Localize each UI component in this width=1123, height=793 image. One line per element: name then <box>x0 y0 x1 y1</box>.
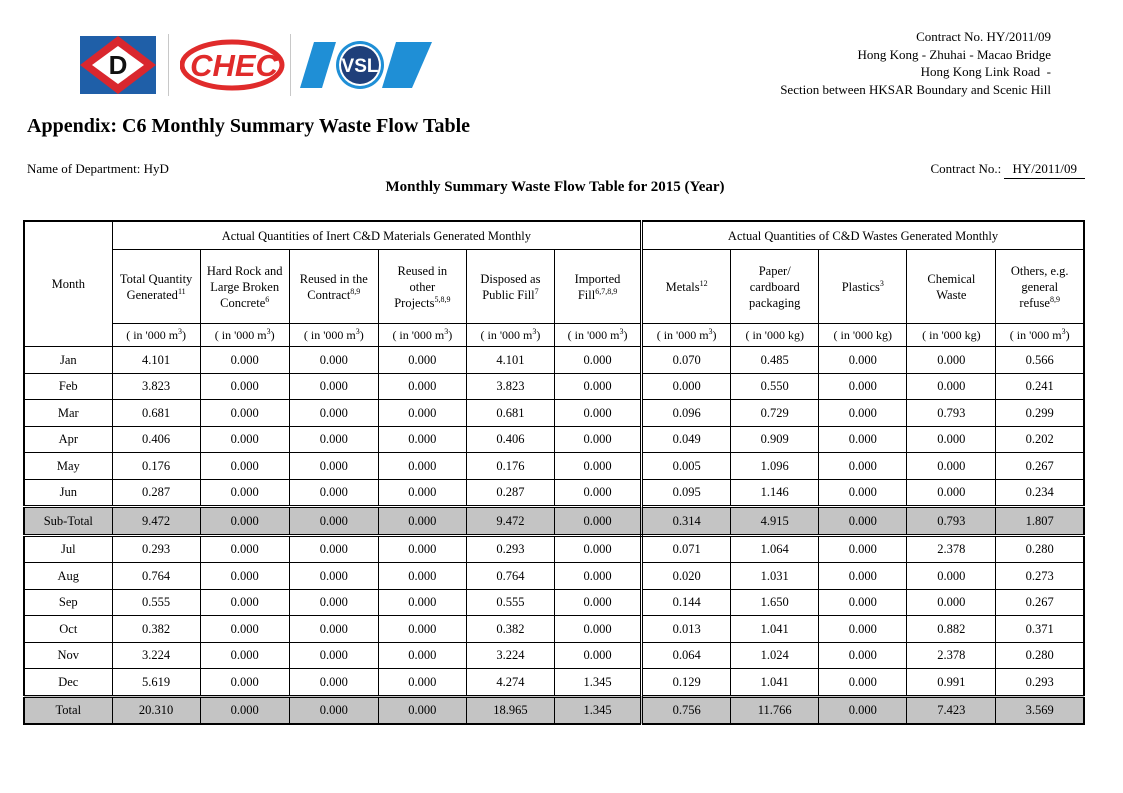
month-cell: Oct <box>24 616 112 643</box>
value-cell: 0.176 <box>466 453 554 480</box>
value-cell: 0.882 <box>907 616 996 643</box>
value-cell: 0.000 <box>554 373 641 400</box>
value-cell: 0.000 <box>554 453 641 480</box>
chec-logo <box>180 34 288 96</box>
month-cell: Apr <box>24 426 112 453</box>
table-row <box>24 563 1084 590</box>
value-cell: 1.345 <box>554 669 641 697</box>
value-cell: 0.566 <box>996 347 1084 374</box>
value-cell: 0.000 <box>907 589 996 616</box>
month-cell: Nov <box>24 642 112 669</box>
value-cell: 0.293 <box>996 669 1084 697</box>
logo-divider <box>168 34 169 96</box>
value-cell: 0.299 <box>996 400 1084 427</box>
value-cell: 0.000 <box>907 453 996 480</box>
value-cell: 1.064 <box>731 535 819 563</box>
value-cell: 9.472 <box>466 507 554 536</box>
value-cell: 0.000 <box>289 347 378 374</box>
value-cell: 0.000 <box>200 563 289 590</box>
col-reused-contract: Reused in the Contract$^{8,9}$ <box>289 250 378 324</box>
value-cell: 0.000 <box>378 616 466 643</box>
value-cell: 0.000 <box>642 373 731 400</box>
value-cell: 0.000 <box>819 479 907 507</box>
value-cell: 0.000 <box>378 589 466 616</box>
col-others-general-refuse: Others, e.g. general refuse$^{8,9}$ <box>996 250 1084 324</box>
value-cell: 0.049 <box>642 426 731 453</box>
unit-m3: ( in '000 $m^3$) <box>112 324 200 347</box>
value-cell: 0.000 <box>378 535 466 563</box>
project-line-1: Hong Kong - Zhuhai - Macao Bridge <box>857 46 1051 62</box>
value-cell: 0.144 <box>642 589 731 616</box>
value-cell: 0.000 <box>378 479 466 507</box>
value-cell: 1.024 <box>731 642 819 669</box>
value-cell: 3.823 <box>112 373 200 400</box>
value-cell: 0.000 <box>200 479 289 507</box>
unit-m3: ( in '000 $m^3$) <box>642 324 731 347</box>
value-cell: 0.000 <box>378 347 466 374</box>
value-cell: 0.000 <box>554 347 641 374</box>
value-cell: 0.000 <box>289 453 378 480</box>
unit-m3: ( in '000 $m^3$) <box>466 324 554 347</box>
value-cell: 0.000 <box>554 642 641 669</box>
value-cell: 0.681 <box>112 400 200 427</box>
value-cell: 0.000 <box>907 563 996 590</box>
col-paper-cardboard: Paper/ cardboard packaging <box>731 250 819 324</box>
value-cell: 0.000 <box>289 479 378 507</box>
value-cell: 0.241 <box>996 373 1084 400</box>
value-cell: 0.000 <box>200 642 289 669</box>
value-cell: 0.013 <box>642 616 731 643</box>
project-line-3: Section between HKSAR Boundary and Scenic Hill <box>780 81 1051 97</box>
value-cell: 11.766 <box>731 696 819 724</box>
value-cell: 0.909 <box>731 426 819 453</box>
value-cell: 0.764 <box>466 563 554 590</box>
col-chemical-waste: Chemical Waste <box>907 250 996 324</box>
month-cell: Dec <box>24 669 112 697</box>
col-hard-rock: Hard Rock and Large Broken Concrete$^6$ <box>200 250 289 324</box>
value-cell: 0.000 <box>200 535 289 563</box>
value-cell: 0.234 <box>996 479 1084 507</box>
value-cell: 0.000 <box>378 426 466 453</box>
vsl-logo <box>300 34 432 96</box>
value-cell: 0.406 <box>112 426 200 453</box>
value-cell: 2.378 <box>907 642 996 669</box>
month-cell: Sub-Total <box>24 507 112 536</box>
month-header: Month <box>24 221 112 347</box>
col-metals: Metals$^{12}$ <box>642 250 731 324</box>
value-cell: 0.000 <box>378 563 466 590</box>
value-cell: 0.000 <box>819 696 907 724</box>
value-cell: 0.064 <box>642 642 731 669</box>
table-row <box>24 479 1084 507</box>
value-cell: 0.129 <box>642 669 731 697</box>
value-cell: 0.000 <box>289 642 378 669</box>
page-title: Appendix: C6 Monthly Summary Waste Flow Table <box>27 115 471 137</box>
value-cell: 0.991 <box>907 669 996 697</box>
value-cell: 0.000 <box>819 616 907 643</box>
value-cell: 0.000 <box>378 642 466 669</box>
value-cell: 0.070 <box>642 347 731 374</box>
value-cell: 0.000 <box>554 616 641 643</box>
value-cell: 0.000 <box>819 373 907 400</box>
value-cell: 0.793 <box>907 507 996 536</box>
table-row <box>24 642 1084 669</box>
value-cell: 4.915 <box>731 507 819 536</box>
value-cell: 0.382 <box>112 616 200 643</box>
department-label: Name of Department: HyD <box>27 161 169 176</box>
value-cell: 0.000 <box>200 453 289 480</box>
value-cell: 0.382 <box>466 616 554 643</box>
value-cell: 0.000 <box>378 696 466 724</box>
month-cell: Feb <box>24 373 112 400</box>
value-cell: 4.274 <box>466 669 554 697</box>
table-row <box>24 696 1084 724</box>
value-cell: 0.000 <box>289 669 378 697</box>
unit-kg: ( in '000 kg) <box>819 324 907 347</box>
contract-number-label: Contract No.: <box>930 161 1002 176</box>
value-cell: 0.485 <box>731 347 819 374</box>
col-reused-other-projects: Reused in other Projects$^{5,8,9}$ <box>378 250 466 324</box>
value-cell: 1.041 <box>731 616 819 643</box>
value-cell: 0.000 <box>200 373 289 400</box>
value-cell: 0.000 <box>554 535 641 563</box>
value-cell: 0.000 <box>554 563 641 590</box>
month-cell: Mar <box>24 400 112 427</box>
table-row <box>24 669 1084 697</box>
wastes-group-header: Actual Quantities of C&D Wastes Generated Monthly <box>642 221 1084 250</box>
value-cell: 0.000 <box>289 589 378 616</box>
value-cell: 0.000 <box>554 400 641 427</box>
value-cell: 0.000 <box>289 507 378 536</box>
value-cell: 0.000 <box>819 507 907 536</box>
company-logos <box>80 34 440 96</box>
value-cell: 0.000 <box>554 479 641 507</box>
value-cell: 0.406 <box>466 426 554 453</box>
logo-divider <box>290 34 291 96</box>
value-cell: 0.000 <box>378 400 466 427</box>
value-cell: 0.000 <box>907 373 996 400</box>
value-cell: 0.000 <box>554 589 641 616</box>
value-cell: 0.000 <box>819 453 907 480</box>
svg-text:VSL: VSL <box>341 56 379 77</box>
col-imported-fill: Imported Fill$^{6,7,8,9}$ <box>554 250 641 324</box>
value-cell: 0.095 <box>642 479 731 507</box>
value-cell: 0.555 <box>112 589 200 616</box>
col-disposed-public-fill: Disposed as Public Fill$^7$ <box>466 250 554 324</box>
value-cell: 20.310 <box>112 696 200 724</box>
value-cell: 0.287 <box>112 479 200 507</box>
value-cell: 1.031 <box>731 563 819 590</box>
unit-kg: ( in '000 kg) <box>907 324 996 347</box>
table-title: Monthly Summary Waste Flow Table for 2015 (Year) <box>385 179 725 195</box>
value-cell: 0.000 <box>378 669 466 697</box>
value-cell: 3.224 <box>466 642 554 669</box>
value-cell: 0.729 <box>731 400 819 427</box>
value-cell: 0.267 <box>996 589 1084 616</box>
value-cell: 0.793 <box>907 400 996 427</box>
value-cell: 0.550 <box>731 373 819 400</box>
value-cell: 0.000 <box>200 400 289 427</box>
table-row <box>24 535 1084 563</box>
value-cell: 0.000 <box>200 616 289 643</box>
month-cell: Aug <box>24 563 112 590</box>
contract-number <box>930 161 1085 179</box>
value-cell: 3.823 <box>466 373 554 400</box>
col-plastics: Plastics$^3$ <box>819 250 907 324</box>
value-cell: 0.000 <box>289 563 378 590</box>
value-cell: 1.807 <box>996 507 1084 536</box>
value-cell: 0.000 <box>200 669 289 697</box>
value-cell: 0.000 <box>819 589 907 616</box>
value-cell: 0.000 <box>200 696 289 724</box>
value-cell: 3.224 <box>112 642 200 669</box>
value-cell: 1.041 <box>731 669 819 697</box>
contract-number-value: HY/2011/09 <box>1004 161 1085 179</box>
value-cell: 0.293 <box>112 535 200 563</box>
value-cell: 9.472 <box>112 507 200 536</box>
unit-kg: ( in '000 kg) <box>731 324 819 347</box>
table-row <box>24 347 1084 374</box>
svg-text:D: D <box>108 50 128 80</box>
month-cell: Jul <box>24 535 112 563</box>
month-cell: Total <box>24 696 112 724</box>
value-cell: 1.146 <box>731 479 819 507</box>
value-cell: 5.619 <box>112 669 200 697</box>
contract-line: Contract No. HY/2011/09 <box>916 29 1051 44</box>
unit-m3: ( in '000 $m^3$) <box>554 324 641 347</box>
value-cell: 0.000 <box>289 400 378 427</box>
unit-m3: ( in '000 $m^3$) <box>289 324 378 347</box>
table-row <box>24 616 1084 643</box>
value-cell: 0.000 <box>819 400 907 427</box>
value-cell: 0.000 <box>819 426 907 453</box>
value-cell: 3.569 <box>996 696 1084 724</box>
value-cell: 0.000 <box>200 347 289 374</box>
value-cell: 0.764 <box>112 563 200 590</box>
value-cell: 0.000 <box>289 535 378 563</box>
value-cell: 0.000 <box>200 589 289 616</box>
table-row <box>24 453 1084 480</box>
value-cell: 0.000 <box>819 669 907 697</box>
table-row <box>24 426 1084 453</box>
month-cell: Sep <box>24 589 112 616</box>
value-cell: 18.965 <box>466 696 554 724</box>
value-cell: 0.000 <box>907 479 996 507</box>
table-row <box>24 507 1084 536</box>
col-total-quantity: Total Quantity Generated$^{11}$ <box>112 250 200 324</box>
value-cell: 2.378 <box>907 535 996 563</box>
value-cell: 0.000 <box>554 507 641 536</box>
value-cell: 1.650 <box>731 589 819 616</box>
value-cell: 0.096 <box>642 400 731 427</box>
unit-m3: ( in '000 $m^3$) <box>200 324 289 347</box>
table-row <box>24 400 1084 427</box>
value-cell: 4.101 <box>466 347 554 374</box>
value-cell: 0.314 <box>642 507 731 536</box>
value-cell: 0.000 <box>289 616 378 643</box>
value-cell: 0.005 <box>642 453 731 480</box>
value-cell: 0.020 <box>642 563 731 590</box>
value-cell: 0.287 <box>466 479 554 507</box>
value-cell: 4.101 <box>112 347 200 374</box>
inert-group-header: Actual Quantities of Inert C&D Materials Generated Monthly <box>112 221 642 250</box>
month-cell: Jan <box>24 347 112 374</box>
value-cell: 0.000 <box>819 347 907 374</box>
value-cell: 0.273 <box>996 563 1084 590</box>
value-cell: 0.280 <box>996 642 1084 669</box>
value-cell: 1.345 <box>554 696 641 724</box>
unit-m3: ( in '000 $m^3$) <box>378 324 466 347</box>
value-cell: 0.756 <box>642 696 731 724</box>
month-cell: Jun <box>24 479 112 507</box>
value-cell: 0.000 <box>819 563 907 590</box>
value-cell: 0.000 <box>378 507 466 536</box>
value-cell: 0.280 <box>996 535 1084 563</box>
dragages-logo <box>80 36 156 98</box>
unit-m3: ( in '000 $m^3$) <box>996 324 1084 347</box>
value-cell: 0.000 <box>378 373 466 400</box>
table-row <box>24 589 1084 616</box>
value-cell: 0.000 <box>554 426 641 453</box>
value-cell: 0.267 <box>996 453 1084 480</box>
value-cell: 0.555 <box>466 589 554 616</box>
value-cell: 0.202 <box>996 426 1084 453</box>
value-cell: 0.000 <box>378 453 466 480</box>
value-cell: 0.071 <box>642 535 731 563</box>
value-cell: 0.176 <box>112 453 200 480</box>
value-cell: 0.000 <box>289 373 378 400</box>
value-cell: 0.000 <box>819 535 907 563</box>
project-line-2: Hong Kong Link Road - <box>920 64 1051 79</box>
value-cell: 0.000 <box>200 426 289 453</box>
value-cell: 0.000 <box>200 507 289 536</box>
value-cell: 0.000 <box>819 642 907 669</box>
value-cell: 0.000 <box>289 696 378 724</box>
value-cell: 0.293 <box>466 535 554 563</box>
value-cell: 1.096 <box>731 453 819 480</box>
value-cell: 0.000 <box>907 426 996 453</box>
month-cell: May <box>24 453 112 480</box>
value-cell: 0.000 <box>907 347 996 374</box>
contract-header <box>780 28 1051 98</box>
value-cell: 0.371 <box>996 616 1084 643</box>
value-cell: 0.000 <box>289 426 378 453</box>
value-cell: 0.681 <box>466 400 554 427</box>
value-cell: 7.423 <box>907 696 996 724</box>
waste-flow-table <box>23 220 1085 725</box>
table-row <box>24 373 1084 400</box>
svg-text:CHEC: CHEC <box>190 48 278 83</box>
